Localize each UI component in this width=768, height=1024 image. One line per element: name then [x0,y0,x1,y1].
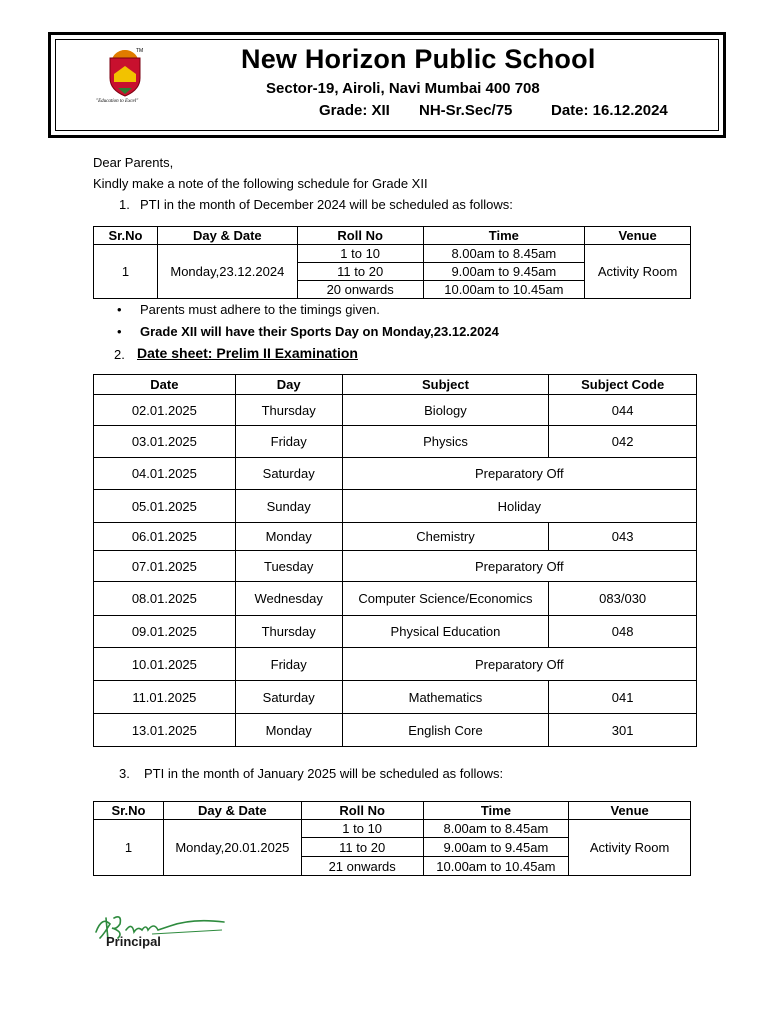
code-cell: 048 [549,616,697,648]
column-header: Venue [585,227,691,245]
venue-cell: Activity Room [585,245,691,299]
principal-signature [92,910,232,956]
column-header: Sr.No [94,227,158,245]
day-date-cell: Monday,23.12.2024 [157,245,297,299]
roll-no-cell: 11 to 20 [297,263,423,281]
day-cell: Monday [235,523,342,551]
time-cell: 8.00am to 8.45am [423,245,585,263]
subject-cell: Computer Science/Economics [342,582,549,616]
table-row [94,458,697,490]
table-row [94,426,697,458]
letter-date: Date: 16.12.2024 [551,102,668,119]
subject-cell: Preparatory Off [342,551,696,582]
subject-cell: Holiday [342,490,696,523]
section3-heading: PTI in the month of January 2025 will be scheduled as follows: [144,766,504,781]
table-row [94,616,697,648]
column-header: Subject [342,375,549,395]
column-header: Roll No [297,227,423,245]
date-cell: 10.01.2025 [94,648,236,681]
date-cell: 11.01.2025 [94,681,236,714]
column-header: Day & Date [157,227,297,245]
table-row [94,582,697,616]
code-cell: 042 [549,426,697,458]
roll-no-cell: 1 to 10 [297,245,423,263]
column-header: Day & Date [163,802,301,820]
table-row [94,523,697,551]
code-cell: 083/030 [549,582,697,616]
section2-heading: Date sheet: Prelim II Examination [137,345,358,361]
section1-number: 1. [119,197,130,212]
school-logo [92,44,212,104]
column-header: Subject Code [549,375,697,395]
table-header-row [94,375,697,395]
subject-cell: Preparatory Off [342,648,696,681]
sr-no-cell: 1 [94,245,158,299]
table-row [94,395,697,426]
date-cell: 03.01.2025 [94,426,236,458]
date-cell: 07.01.2025 [94,551,236,582]
time-cell: 10.00am to 10.45am [423,281,585,299]
subject-cell: Preparatory Off [342,458,696,490]
section2-number: 2. [114,347,125,362]
roll-no-cell: 20 onwards [297,281,423,299]
table-row [94,648,697,681]
table-row [94,681,697,714]
code-cell: 041 [549,681,697,714]
roll-no-cell: 1 to 10 [301,820,423,838]
table-header-row [94,227,691,245]
bullet-icon: • [117,324,122,339]
table-header-row [94,802,691,820]
column-header: Time [423,227,585,245]
subject-cell: Biology [342,395,549,426]
datesheet-table [93,374,697,747]
column-header: Date [94,375,236,395]
table-row [94,714,697,747]
subject-cell: Physics [342,426,549,458]
column-header: Day [235,375,342,395]
section3-number: 3. [119,766,130,781]
column-header: Sr.No [94,802,164,820]
day-cell: Thursday [235,395,342,426]
table-row [94,490,697,523]
date-cell: 02.01.2025 [94,395,236,426]
section1-heading: PTI in the month of December 2024 will be scheduled as follows: [140,197,513,212]
date-cell: 08.01.2025 [94,582,236,616]
svg-text:TM: TM [136,48,144,54]
time-cell: 9.00am to 9.45am [423,838,569,857]
day-cell: Saturday [235,458,342,490]
bullet-text: Parents must adhere to the timings given. [140,302,380,317]
bullet-text-sports-day: Grade XII will have their Sports Day on Monday,23.12.2024 [140,324,499,339]
day-date-cell: Monday,20.01.2025 [163,820,301,876]
day-cell: Friday [235,648,342,681]
date-cell: 04.01.2025 [94,458,236,490]
code-cell: 044 [549,395,697,426]
subject-cell: Mathematics [342,681,549,714]
roll-no-cell: 21 onwards [301,857,423,876]
day-cell: Thursday [235,616,342,648]
code-cell: 301 [549,714,697,747]
reference-number: NH-Sr.Sec/75 [419,102,513,119]
day-cell: Friday [235,426,342,458]
subject-cell: English Core [342,714,549,747]
day-cell: Wednesday [235,582,342,616]
school-name: New Horizon Public School [241,44,596,74]
grade-label: Grade: XII [319,102,390,119]
code-cell: 043 [549,523,697,551]
svg-text:"Education to Excel": "Education to Excel" [96,99,139,104]
time-cell: 10.00am to 10.45am [423,857,569,876]
time-cell: 9.00am to 9.45am [423,263,585,281]
salutation: Dear Parents, [93,155,174,170]
venue-cell: Activity Room [569,820,691,876]
date-cell: 05.01.2025 [94,490,236,523]
school-address: Sector-19, Airoli, Navi Mumbai 400 708 [266,80,540,97]
sr-no-cell: 1 [94,820,164,876]
table-row [94,551,697,582]
day-cell: Tuesday [235,551,342,582]
time-cell: 8.00am to 8.45am [423,820,569,838]
bullet-icon: • [117,302,122,317]
principal-label: Principal [106,934,161,949]
table-row [94,820,691,838]
date-cell: 06.01.2025 [94,523,236,551]
subject-cell: Physical Education [342,616,549,648]
pti-december-table [93,226,691,299]
day-cell: Monday [235,714,342,747]
intro-line: Kindly make a note of the following schedule for Grade XII [93,176,428,191]
day-cell: Saturday [235,681,342,714]
column-header: Roll No [301,802,423,820]
column-header: Time [423,802,569,820]
subject-cell: Chemistry [342,523,549,551]
table-row [94,245,691,263]
column-header: Venue [569,802,691,820]
day-cell: Sunday [235,490,342,523]
roll-no-cell: 11 to 20 [301,838,423,857]
date-cell: 09.01.2025 [94,616,236,648]
pti-january-table [93,801,691,876]
date-cell: 13.01.2025 [94,714,236,747]
